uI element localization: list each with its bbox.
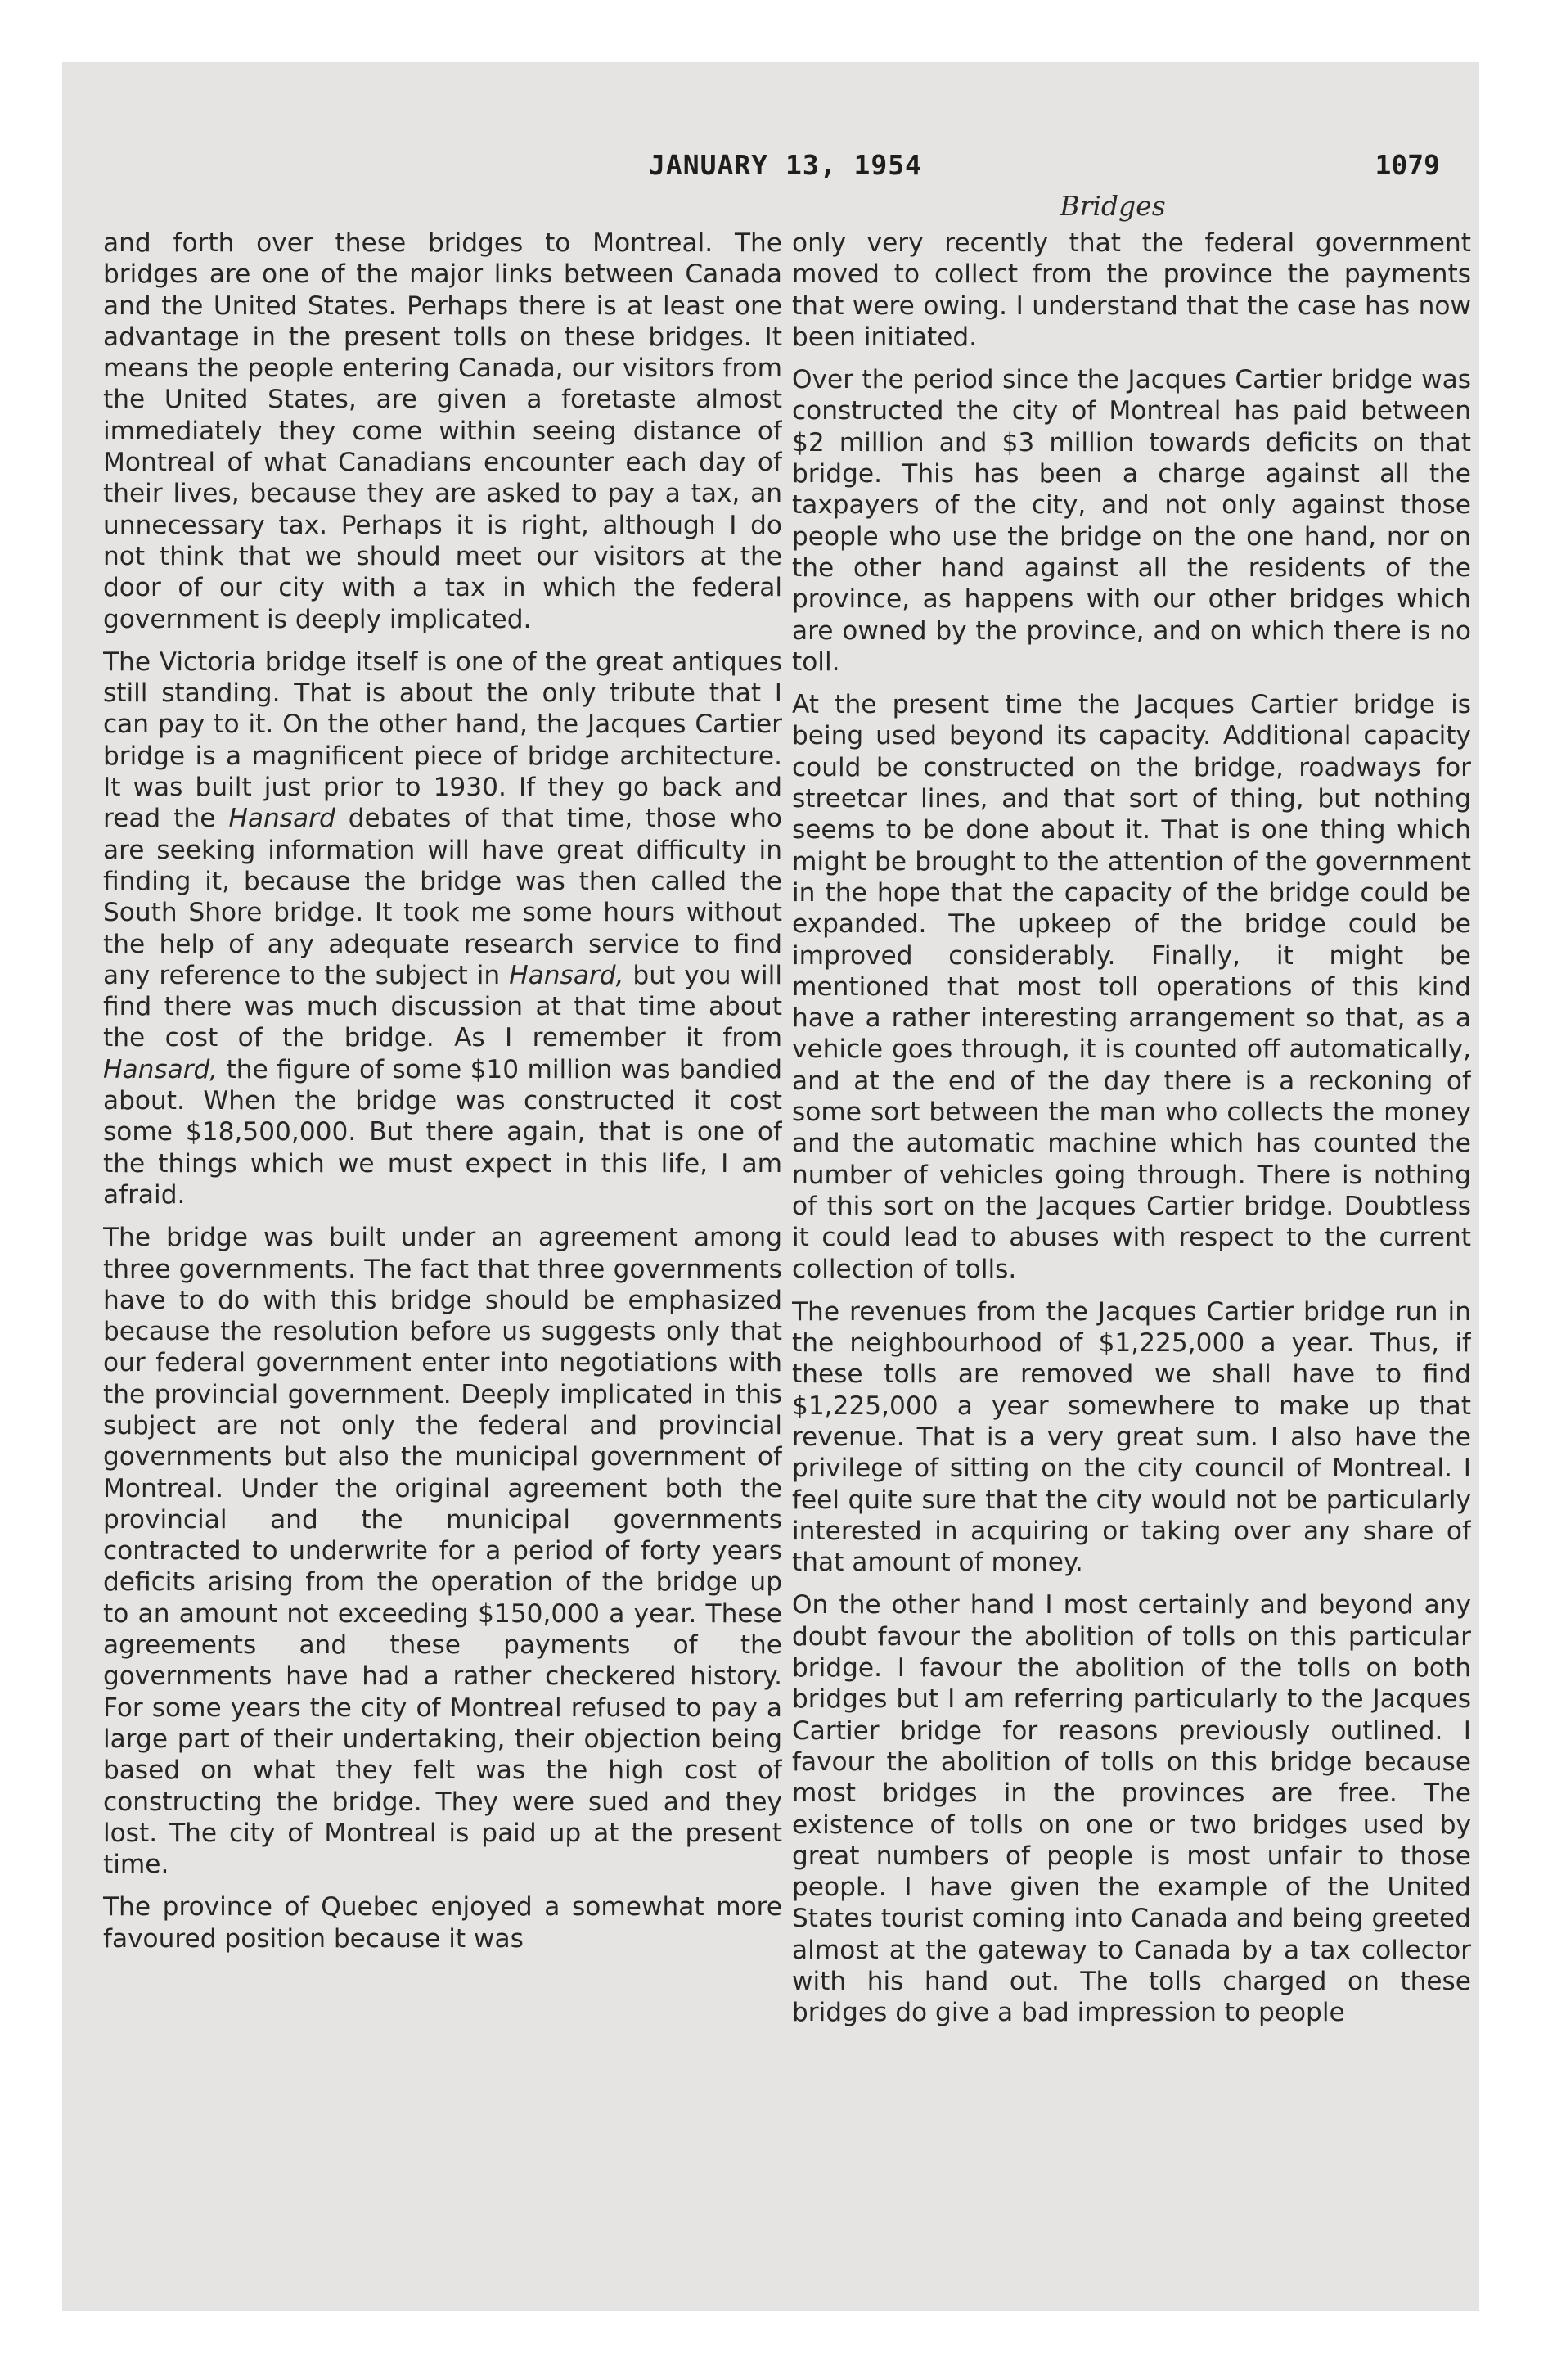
right-paragraph xyxy=(792,689,1471,1285)
text-run: The revenues from the Jacques Cartier bridge run in the neighbourhood of $1,225,000 a year. Thus, if these tolls are removed we shall have to find $1,225,000 a year somewhere to make up that revenue. That is a very great sum. I also have the privilege of sitting on the city council of Montreal. I feel quite sure that the city would not be particularly interested in acquiring or taking over any share of that amount of money. xyxy=(792,1296,1471,1578)
left-text-column xyxy=(103,228,782,2192)
text-run: and forth over these bridges to Montreal. The bridges are one of the major links between Canada and the United States. Perhaps there is at least one advantage in the present tolls on these bridges. It means the people entering Canada, our visitors from the United States, are given a foretaste almost immediately they come within seeing distance of Montreal of what Canadians encounter each day of their lives, because they are asked to pay a tax, an unnecessary tax. Perhaps it is right, although I do not think that we should meet our visitors at the door of our city with a tax in which the federal government is deeply implicated. xyxy=(103,228,782,634)
right-paragraph xyxy=(792,1589,1471,2028)
text-run: Over the period since the Jacques Cartier bridge was constructed the city of Montreal has paid between $2 million and $3 million towards deficits on that bridge. This has been a charge against all the taxpayers of the city, and not only against those people who use the bridge on the one hand, nor on the other hand against all the residents of the province, as happens with our other bridges which are owned by the province, and on which there is no toll. xyxy=(792,365,1471,677)
left-paragraph xyxy=(103,647,782,1210)
text-run: The Victoria bridge itself is one of the great antiques still standing. That is about the only tribute that I can pay to it. On the other hand, the Jacques Cartier bridge is a magnificent piece of bridge architecture. It was built just prior to 1930. If they go back and read the xyxy=(103,647,782,834)
left-paragraph xyxy=(103,228,782,635)
section-title: Bridges xyxy=(1060,190,1166,222)
text-run: The bridge was built under an agreement among three governments. The fact that three governments have to do with this bridge should be emphasized because the resolution before us suggests only that our federal government enter into negotiations with the provincial government. Deeply implicated in this subject are not only the federal and provincial governments but also the municipal government of Montreal. Under the original agreement both the provincial and the municipal governments contracted to underwrite for a period of forty years deficits arising from the operation of the bridge up to an amount not exceeding $150,000 a year. These agreements and these payments of the governments have had a rather checkered history. For some years the city of Montreal refused to pay a large part of their undertaking, their objection being based on what they felt was the high cost of constructing the bridge. They were sued and they lost. The city of Montreal is paid up at the present time. xyxy=(103,1223,782,1880)
right-paragraph xyxy=(792,364,1471,678)
italic-reference: Hansard, xyxy=(509,960,624,990)
text-run: At the present time the Jacques Cartier bridge is being used beyond its capacity. Additional capacity could be constructed on the bridge, roadways for streetcar lines, and that sort of thing, but nothing seems to be done about it. That is one thing which might be brought to the attention of the government in the hope that the capacity of the bridge could be expanded. The upkeep of the bridge could be improved considerably. Finally, it might be mentioned that most toll operations of this kind have a rather interesting arrangement so that, as a vehicle goes through, it is counted off automatically, and at the end of the day there is a reckoning of some sort between the man who collects the money and the automatic machine which has counted the number of vehicles going through. There is nothing of this sort on the Jacques Cartier bridge. Doubtless it could lead to abuses with respect to the current collection of tolls. xyxy=(792,690,1471,1284)
text-run: the figure of some $10 million was bandied about. When the bridge was constructed it cost some $18,500,000. But there again, that is one of the things which we must expect in this life, I am afraid. xyxy=(103,1054,782,1210)
text-run: The province of Quebec enjoyed a somewhat more favoured position because it was xyxy=(103,1892,782,1954)
right-paragraph xyxy=(792,1296,1471,1579)
italic-reference: Hansard xyxy=(228,804,335,834)
italic-reference: Hansard, xyxy=(103,1054,218,1084)
right-paragraph xyxy=(792,228,1471,353)
text-run: only very recently that the federal government moved to collect from the province the payments that were owing. I understand that the case has now been initiated. xyxy=(792,228,1471,352)
left-paragraph xyxy=(103,1891,782,1954)
right-text-column xyxy=(792,228,1471,2192)
page-number: 1079 xyxy=(1375,149,1440,181)
text-run: debates of that time, those who are seeking information will have great difficulty in finding it, because the bridge was then called the South Shore bridge. It took me some hours without the help of any adequate research service to find any reference to the subject in xyxy=(103,804,782,990)
text-run: but you will find there was much discussion at that time about the cost of the bridge. As I remember it from xyxy=(103,960,782,1053)
left-paragraph xyxy=(103,1222,782,1880)
text-run: On the other hand I most certainly and beyond any doubt favour the abolition of tolls on this particular bridge. I favour the abolition of the tolls on both bridges but I am referring particularly to the Jacques Cartier bridge for reasons previously outlined. I favour the abolition of tolls on this bridge because most bridges in the provinces are free. The existence of tolls on one or two bridges used by great numbers of people is most unfair to those people. I have given the example of the United States tourist coming into Canada and being greeted almost at the gateway to Canada by a tax collector with his hand out. The tolls charged on these bridges do give a bad impression to people xyxy=(792,1590,1471,2028)
running-header-date: JANUARY 13, 1954 xyxy=(649,149,922,181)
